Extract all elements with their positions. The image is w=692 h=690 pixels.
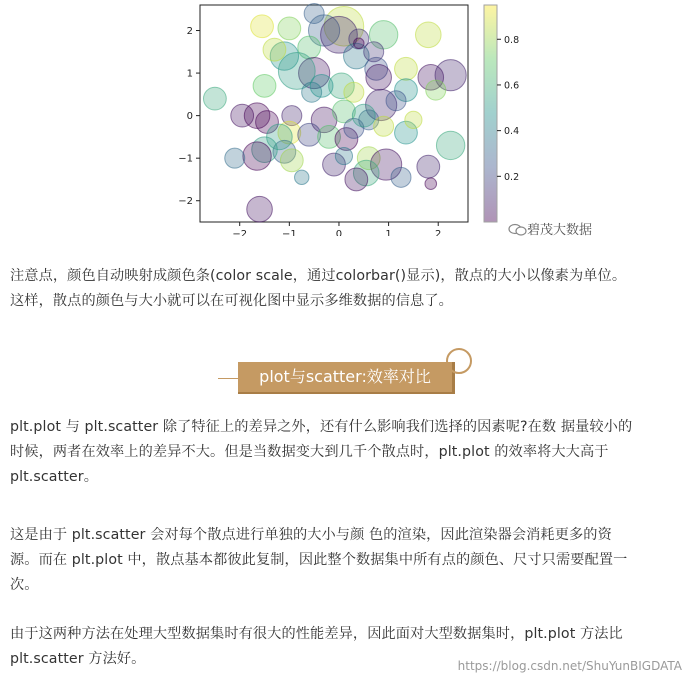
- scatter-point: [247, 196, 273, 222]
- colorbar-tick-label: 0.4: [504, 126, 520, 138]
- heading-text: plot与scatter:效率对比: [259, 367, 431, 386]
- scatter-point: [251, 15, 274, 38]
- scatter-point: [425, 178, 437, 190]
- scatter-point: [386, 91, 406, 111]
- y-tick-label: −2: [178, 196, 193, 208]
- scatter-point: [354, 38, 364, 48]
- scatter-point: [243, 142, 271, 170]
- scatter-point: [426, 80, 446, 100]
- x-tick-label: 1: [385, 229, 392, 236]
- paragraph-1-line-1: 注意点，颜色自动映射成颜色条(color scale，通过colorbar()显示)，散点的大小以像素为单位。: [10, 268, 627, 284]
- scatter-point: [391, 167, 411, 187]
- scatter-point: [335, 147, 352, 164]
- watermark-logo-text: 碧茂大数据: [527, 223, 593, 236]
- y-tick-label: 2: [186, 26, 193, 38]
- scatter-point: [263, 38, 286, 61]
- paragraph-2-line-2: 时候，两者在效率上的差异不大。但是当数据变大到几千个散点时，plt.plot 的效率将大大高于: [10, 444, 609, 460]
- scatter-point: [405, 111, 422, 128]
- paragraph-2-line-3: plt.scatter。: [10, 469, 98, 485]
- colorbar-tick-label: 0.2: [504, 171, 520, 183]
- scatter-point: [352, 104, 375, 127]
- heading-banner: [238, 362, 455, 394]
- paragraph-4-line-1: 由于这两种方法在处理大型数据集时有很大的性能差异，因此面对大型数据集时，plt.plot 方法比: [10, 626, 623, 642]
- scatter-point: [310, 74, 333, 97]
- paragraph-3: [10, 523, 690, 598]
- heading-circle-icon: [446, 348, 472, 374]
- paragraph-1-line-2: 这样，散点的颜色与大小就可以在可视化图中显示多维数据的信息了。: [10, 293, 453, 309]
- scatter-chart: [165, 0, 615, 236]
- scatter-point: [417, 155, 440, 178]
- scatter-point: [345, 168, 368, 191]
- scatter-point: [344, 82, 364, 102]
- scatter-point: [366, 65, 392, 91]
- paragraph-3-line-1: 这是由于 plt.scatter 会对每个散点进行单独的大小与颜 色的渲染，因此渲染器会消耗更多的资: [10, 527, 612, 543]
- url-watermark: https://blog.csdn.net/ShuYunBIGDATA: [457, 659, 682, 673]
- scatter-point: [295, 170, 309, 184]
- scatter-point: [415, 22, 441, 48]
- paragraph-4-line-2: plt.scatter 方法好。: [10, 651, 146, 667]
- scatter-figure: [165, 0, 615, 236]
- scatter-point: [374, 116, 394, 136]
- colorbar-tick-label: 0.8: [504, 34, 520, 46]
- y-tick-label: −1: [178, 153, 193, 165]
- scatter-point: [364, 42, 384, 62]
- scatter-point: [436, 131, 464, 159]
- scatter-point: [395, 57, 418, 80]
- x-tick-label: −2: [232, 229, 248, 236]
- x-tick-label: −1: [281, 229, 297, 236]
- paragraph-3-line-2: 源。而在 plt.plot 中，散点基本都彼此复制，因此整个数据集中所有点的颜色、尺寸只需要配置一: [10, 552, 628, 568]
- x-tick-label: 2: [435, 229, 442, 236]
- section-heading: [218, 344, 478, 398]
- scatter-point: [203, 87, 226, 110]
- paragraph-3-line-3: 次。: [10, 577, 39, 593]
- x-tick-label: 0: [335, 229, 343, 236]
- colorbar-tick-label: 0.6: [504, 80, 520, 92]
- paragraph-2: [10, 415, 690, 490]
- y-tick-label: 1: [186, 68, 193, 80]
- paragraph-1: [10, 264, 690, 314]
- colorbar: [484, 5, 497, 222]
- paragraph-2-line-1: plt.plot 与 plt.scatter 除了特征上的差异之外，还有什么影响我们选择的因素呢?在数 据量较小的: [10, 419, 633, 435]
- scatter-point: [298, 123, 321, 146]
- scatter-point: [253, 74, 276, 97]
- y-tick-label: 0: [186, 111, 193, 123]
- wechat-logo-icon: [509, 225, 526, 236]
- scatter-point: [225, 148, 245, 168]
- scatter-point: [280, 149, 303, 172]
- scatter-point: [278, 17, 301, 40]
